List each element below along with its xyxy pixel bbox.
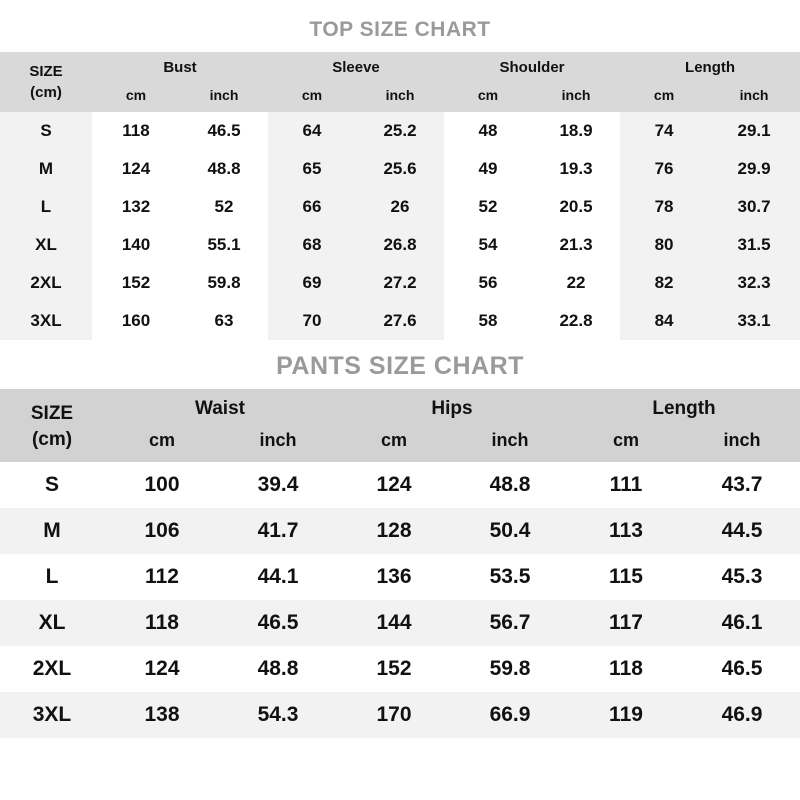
top-cell-length-cm: 80 [620,226,708,264]
pants-unit-waist-inch: inch [220,426,336,462]
top-unit-shoulder-inch: inch [532,82,620,112]
top-row-size: 2XL [0,264,92,302]
top-cell-bust-cm: 152 [92,264,180,302]
pants-size-header [0,389,104,462]
top-cell-sleeve-cm: 66 [268,188,356,226]
top-cell-sleeve-inch: 26.8 [356,226,444,264]
top-unit-length-inch: inch [708,82,800,112]
top-cell-bust-cm: 140 [92,226,180,264]
table-row [0,554,800,600]
pants-cell-waist-inch: 39.4 [220,462,336,508]
top-cell-length-inch: 29.9 [708,150,800,188]
top-cell-length-cm: 76 [620,150,708,188]
top-unit-sleeve-cm: cm [268,82,356,112]
top-size-chart-table [0,52,800,340]
top-row-size: L [0,188,92,226]
pants-row-size: 3XL [0,692,104,738]
table-row [0,302,800,340]
pants-group-waist: Waist [104,389,336,426]
top-cell-shoulder-inch: 22 [532,264,620,302]
top-unit-shoulder-cm: cm [444,82,532,112]
pants-cell-length-inch: 43.7 [684,462,800,508]
pants-cell-waist-inch: 48.8 [220,646,336,692]
pants-cell-length-cm: 115 [568,554,684,600]
top-chart-title: TOP SIZE CHART [309,18,491,41]
top-group-bust: Bust [92,52,268,82]
top-cell-bust-cm: 124 [92,150,180,188]
top-unit-bust-inch: inch [180,82,268,112]
pants-cell-length-inch: 44.5 [684,508,800,554]
top-cell-length-inch: 32.3 [708,264,800,302]
top-cell-shoulder-inch: 19.3 [532,150,620,188]
top-cell-bust-inch: 55.1 [180,226,268,264]
pants-cell-waist-cm: 112 [104,554,220,600]
pants-cell-hips-inch: 48.8 [452,462,568,508]
top-cell-bust-cm: 132 [92,188,180,226]
top-row-size: XL [0,226,92,264]
table-row [0,600,800,646]
top-cell-sleeve-cm: 64 [268,112,356,150]
top-cell-shoulder-inch: 22.8 [532,302,620,340]
pants-unit-length-inch: inch [684,426,800,462]
top-unit-header-row [0,82,800,112]
pants-unit-hips-inch: inch [452,426,568,462]
table-row [0,150,800,188]
top-group-header-row [0,52,800,82]
pants-cell-waist-cm: 100 [104,462,220,508]
top-cell-bust-cm: 118 [92,112,180,150]
top-cell-sleeve-inch: 25.6 [356,150,444,188]
pants-cell-hips-cm: 152 [336,646,452,692]
pants-cell-length-inch: 46.5 [684,646,800,692]
pants-cell-hips-cm: 128 [336,508,452,554]
pants-cell-hips-inch: 50.4 [452,508,568,554]
top-cell-sleeve-cm: 69 [268,264,356,302]
top-cell-length-cm: 78 [620,188,708,226]
top-cell-length-cm: 84 [620,302,708,340]
top-unit-sleeve-inch: inch [356,82,444,112]
top-cell-bust-inch: 63 [180,302,268,340]
top-row-size: 3XL [0,302,92,340]
pants-cell-hips-inch: 53.5 [452,554,568,600]
top-cell-sleeve-inch: 26 [356,188,444,226]
top-cell-shoulder-inch: 20.5 [532,188,620,226]
pants-cell-waist-inch: 54.3 [220,692,336,738]
top-cell-bust-inch: 59.8 [180,264,268,302]
table-row [0,508,800,554]
pants-unit-waist-cm: cm [104,426,220,462]
pants-cell-waist-inch: 41.7 [220,508,336,554]
top-cell-bust-inch: 46.5 [180,112,268,150]
top-cell-shoulder-cm: 56 [444,264,532,302]
top-cell-sleeve-cm: 65 [268,150,356,188]
table-row [0,188,800,226]
top-cell-bust-cm: 160 [92,302,180,340]
pants-cell-hips-cm: 124 [336,462,452,508]
pants-row-size: L [0,554,104,600]
pants-cell-length-cm: 119 [568,692,684,738]
table-row [0,226,800,264]
pants-cell-length-inch: 45.3 [684,554,800,600]
top-cell-bust-inch: 48.8 [180,150,268,188]
top-row-size: S [0,112,92,150]
pants-cell-length-cm: 117 [568,600,684,646]
top-cell-length-inch: 29.1 [708,112,800,150]
top-cell-length-inch: 30.7 [708,188,800,226]
top-row-size: M [0,150,92,188]
pants-cell-hips-inch: 66.9 [452,692,568,738]
pants-cell-waist-cm: 106 [104,508,220,554]
pants-cell-hips-cm: 144 [336,600,452,646]
top-cell-length-cm: 82 [620,264,708,302]
top-cell-length-cm: 74 [620,112,708,150]
pants-cell-length-cm: 113 [568,508,684,554]
top-cell-shoulder-cm: 49 [444,150,532,188]
pants-cell-length-inch: 46.1 [684,600,800,646]
pants-cell-waist-cm: 118 [104,600,220,646]
top-cell-sleeve-inch: 27.6 [356,302,444,340]
pants-cell-hips-inch: 56.7 [452,600,568,646]
pants-cell-length-cm: 118 [568,646,684,692]
pants-size-chart-table [0,389,800,738]
pants-cell-hips-cm: 136 [336,554,452,600]
pants-size-header-unit: (cm) [31,429,73,450]
pants-group-header-row [0,389,800,426]
top-cell-sleeve-inch: 25.2 [356,112,444,150]
pants-unit-header-row [0,426,800,462]
top-cell-shoulder-cm: 48 [444,112,532,150]
top-cell-shoulder-cm: 54 [444,226,532,264]
pants-cell-hips-cm: 170 [336,692,452,738]
top-unit-bust-cm: cm [92,82,180,112]
table-row [0,112,800,150]
table-row [0,264,800,302]
top-size-header [0,52,92,112]
top-cell-length-inch: 33.1 [708,302,800,340]
pants-chart-title: PANTS SIZE CHART [276,352,524,380]
top-unit-length-cm: cm [620,82,708,112]
top-cell-bust-inch: 52 [180,188,268,226]
pants-unit-hips-cm: cm [336,426,452,462]
pants-row-size: 2XL [0,646,104,692]
pants-cell-waist-cm: 138 [104,692,220,738]
top-cell-sleeve-cm: 70 [268,302,356,340]
top-cell-shoulder-inch: 21.3 [532,226,620,264]
top-cell-shoulder-cm: 58 [444,302,532,340]
pants-cell-hips-inch: 59.8 [452,646,568,692]
pants-group-hips: Hips [336,389,568,426]
top-cell-length-inch: 31.5 [708,226,800,264]
pants-cell-waist-cm: 124 [104,646,220,692]
pants-cell-waist-inch: 44.1 [220,554,336,600]
table-row [0,692,800,738]
top-group-length: Length [620,52,800,82]
top-group-sleeve: Sleeve [268,52,444,82]
top-cell-sleeve-inch: 27.2 [356,264,444,302]
pants-size-header-label: SIZE [30,403,74,425]
pants-cell-length-inch: 46.9 [684,692,800,738]
top-group-shoulder: Shoulder [444,52,620,82]
pants-group-length: Length [568,389,800,426]
pants-row-size: M [0,508,104,554]
top-cell-sleeve-cm: 68 [268,226,356,264]
top-cell-shoulder-cm: 52 [444,188,532,226]
top-cell-shoulder-inch: 18.9 [532,112,620,150]
pants-cell-length-cm: 111 [568,462,684,508]
table-row [0,646,800,692]
pants-unit-length-cm: cm [568,426,684,462]
pants-row-size: XL [0,600,104,646]
top-size-header-unit: (cm) [30,83,62,101]
top-size-header-label: SIZE [29,63,63,81]
pants-row-size: S [0,462,104,508]
pants-cell-waist-inch: 46.5 [220,600,336,646]
table-row [0,462,800,508]
